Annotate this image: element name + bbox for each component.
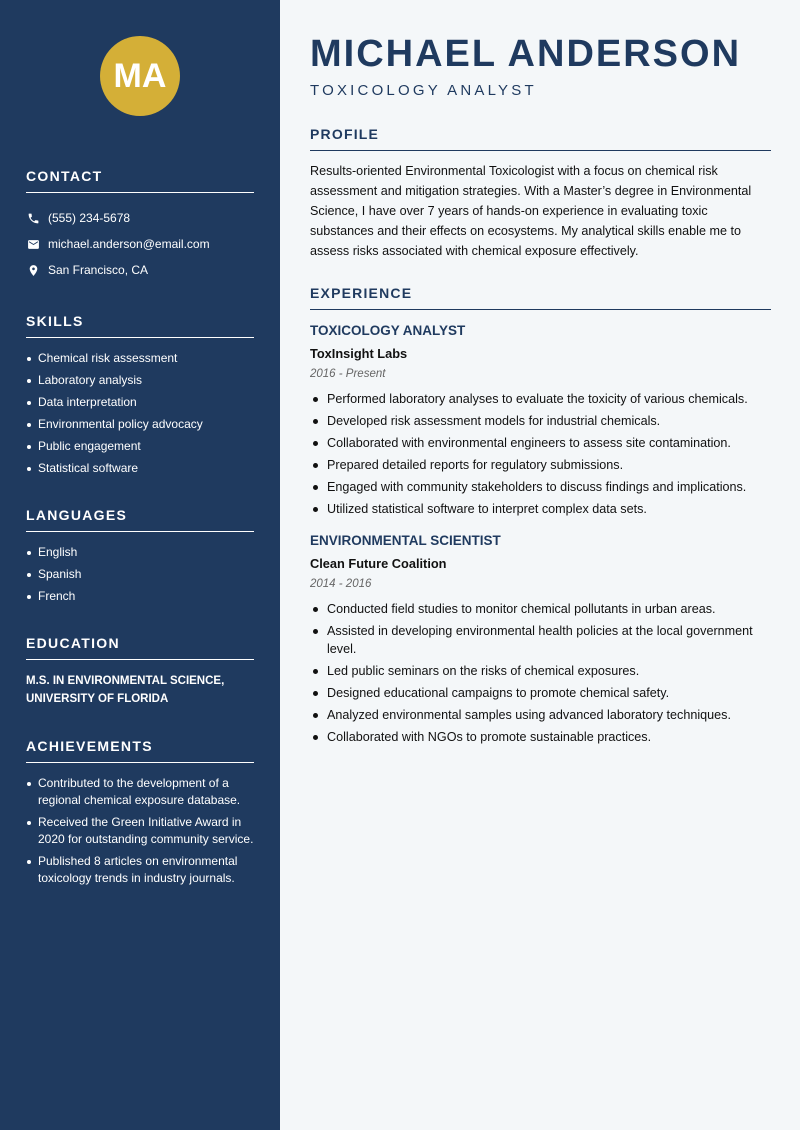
- job-bullet: Led public seminars on the risks of chemical exposures.: [310, 662, 771, 680]
- avatar: [100, 36, 180, 116]
- skill-item: Data interpretation: [26, 394, 254, 411]
- achievements-section: [26, 738, 254, 887]
- job-bullet: Collaborated with NGOs to promote sustainable practices.: [310, 728, 771, 746]
- main-content: [310, 0, 771, 750]
- job-bullet: Performed laboratory analyses to evaluate the toxicity of various chemicals.: [310, 390, 771, 408]
- experience-section: [310, 285, 771, 746]
- skill-item: Public engagement: [26, 438, 254, 455]
- phone-text: (555) 234-5678: [48, 211, 131, 225]
- job-bullets: [310, 600, 771, 746]
- profile-section: [310, 126, 771, 261]
- education-heading: EDUCATION: [26, 635, 254, 660]
- job-role: TOXICOLOGY ANALYST: [310, 323, 466, 338]
- achievement-item: Published 8 articles on environmental toxicology trends in industry journals.: [26, 853, 254, 887]
- education-degree: [26, 672, 254, 708]
- skills-heading: SKILLS: [26, 313, 254, 338]
- language-item: English: [26, 544, 254, 561]
- email-icon: [26, 237, 40, 251]
- job-bullet: Assisted in developing environmental health policies at the local government level.: [310, 622, 771, 658]
- skills-list: [26, 350, 254, 477]
- experience-heading: EXPERIENCE: [310, 285, 771, 310]
- skill-item: Environmental policy advocacy: [26, 416, 254, 433]
- achievements-list: [26, 775, 254, 887]
- languages-heading: LANGUAGES: [26, 507, 254, 532]
- job-bullet: Prepared detailed reports for regulatory submissions.: [310, 456, 771, 474]
- contact-phone: [26, 205, 254, 231]
- job-bullet: Analyzed environmental samples using advanced laboratory techniques.: [310, 706, 771, 724]
- languages-list: [26, 544, 254, 605]
- profile-heading: PROFILE: [310, 126, 771, 151]
- skill-item: Statistical software: [26, 460, 254, 477]
- phone-icon: [26, 211, 40, 225]
- job-company: ToxInsight Labs: [310, 346, 408, 361]
- contact-section: [26, 168, 254, 283]
- location-text: San Francisco, CA: [48, 263, 149, 277]
- job-bullets: [310, 390, 771, 518]
- job-dates: 2016 - Present: [310, 368, 386, 380]
- job-bullet: Utilized statistical software to interpret complex data sets.: [310, 500, 771, 518]
- education-section: [26, 635, 254, 708]
- avatar-initials: MA: [113, 56, 167, 95]
- contact-heading: CONTACT: [26, 168, 254, 193]
- sidebar: [0, 0, 280, 1130]
- skill-item: Laboratory analysis: [26, 372, 254, 389]
- skill-item: Chemical risk assessment: [26, 350, 254, 367]
- language-item: Spanish: [26, 566, 254, 583]
- achievement-item: Contributed to the development of a regional chemical exposure database.: [26, 775, 254, 809]
- job-bullet: Engaged with community stakeholders to discuss findings and implications.: [310, 478, 771, 496]
- education-line-1: M.S. IN ENVIRONMENTAL SCIENCE,: [26, 675, 225, 687]
- job-bullet: Collaborated with environmental engineers to assess site contamination.: [310, 434, 771, 452]
- job-bullet: Conducted field studies to monitor chemical pollutants in urban areas.: [310, 600, 771, 618]
- job-entry: [310, 532, 771, 746]
- achievement-item: Received the Green Initiative Award in 2020 for outstanding community service.: [26, 814, 254, 848]
- email-text: michael.anderson@email.com: [48, 237, 210, 251]
- location-pin-icon: [26, 263, 40, 277]
- job-role: ENVIRONMENTAL SCIENTIST: [310, 533, 501, 548]
- profile-text: Results-oriented Environmental Toxicologist with a focus on chemical risk assessment and mitigation strategies. With a Master’s degree in Environmental Science, I have over 7 years of hands-on experience in evaluating toxic substances and their effects on ecosystems. My analytical skills enable me to assess risks associated with chemical exposure effectively.: [310, 164, 752, 258]
- job-bullet: Designed educational campaigns to promote chemical safety.: [310, 684, 771, 702]
- candidate-name: MICHAEL ANDERSON: [310, 33, 742, 75]
- achievements-heading: ACHIEVEMENTS: [26, 738, 254, 763]
- job-company: Clean Future Coalition: [310, 556, 447, 571]
- contact-email: [26, 231, 254, 257]
- skills-section: [26, 313, 254, 477]
- candidate-title: TOXICOLOGY ANALYST: [310, 82, 537, 99]
- contact-location: [26, 257, 254, 283]
- job-bullet: Developed risk assessment models for industrial chemicals.: [310, 412, 771, 430]
- job-entry: [310, 322, 771, 518]
- job-dates: 2014 - 2016: [310, 578, 372, 590]
- languages-section: [26, 507, 254, 605]
- education-line-2: UNIVERSITY OF FLORIDA: [26, 693, 169, 705]
- language-item: French: [26, 588, 254, 605]
